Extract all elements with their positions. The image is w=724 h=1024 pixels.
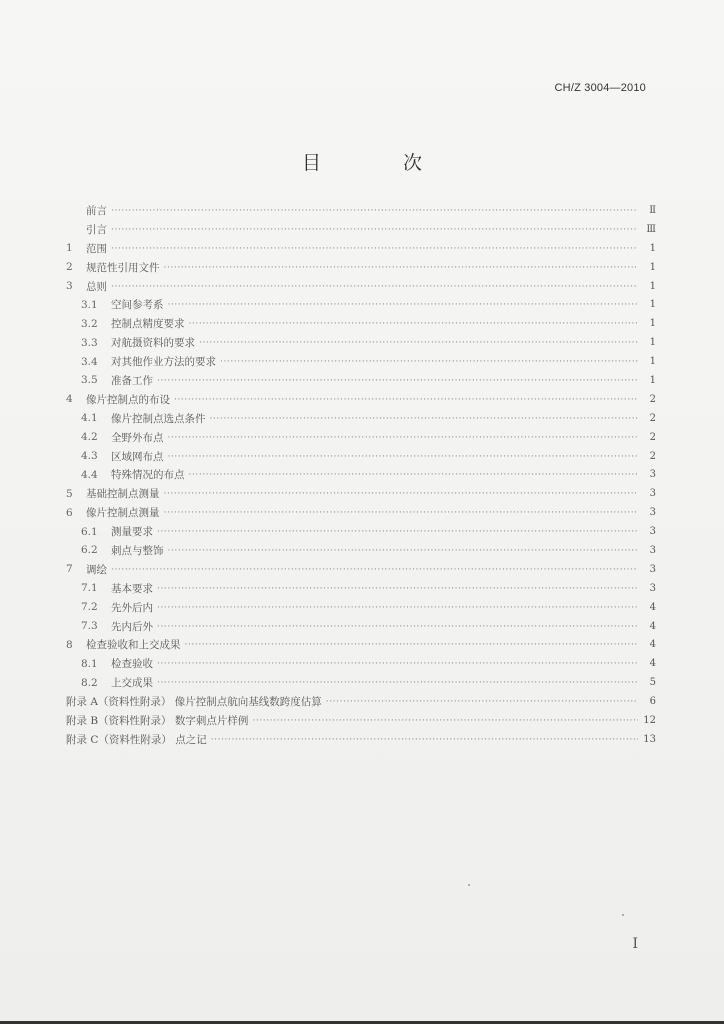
toc-entry (66, 409, 656, 428)
toc-entry-number: 3.5 (81, 374, 98, 387)
toc-entry-page: 13 (643, 733, 656, 745)
toc-entry-number: 4.2 (81, 431, 98, 444)
toc-entry-title: 测量要求 (111, 526, 153, 539)
toc-entry-number: 6.1 (81, 525, 98, 538)
toc-entry-title: 对航摄资料的要求 (111, 337, 195, 350)
toc-dot-leader (326, 698, 638, 707)
toc-entry-page: 3 (649, 507, 656, 519)
toc-entry-title: 先内后外 (111, 620, 153, 633)
toc-dot-leader (168, 547, 639, 556)
toc-entry (66, 484, 656, 503)
toc-entry (66, 560, 656, 579)
toc-entry-number: 4.4 (81, 468, 98, 481)
toc-entry (66, 314, 656, 333)
toc-entry-title: 像片控制点的布设 (86, 393, 170, 406)
toc-dot-leader (157, 679, 638, 688)
toc-entry-title: 引言 (86, 223, 107, 236)
toc-entry (66, 711, 656, 730)
toc-entry (66, 239, 656, 258)
toc-entry-number: 7.1 (81, 582, 98, 595)
toc-entry-title: 检查验收 (111, 658, 153, 671)
toc-dot-leader (111, 226, 638, 235)
toc-entry-title: 空间参考系 (111, 299, 164, 312)
toc-entry (66, 390, 656, 409)
toc-entry-number: 1 (66, 242, 73, 255)
toc-entry-number: 4.1 (81, 412, 98, 425)
page-number: I (632, 936, 638, 952)
toc-entry (66, 258, 656, 277)
toc-entry-number: 8.2 (81, 676, 98, 689)
toc-entry-title: 刺点与整饰 (111, 544, 164, 557)
toc-dot-leader (189, 471, 639, 480)
toc-entry-page: 1 (649, 318, 656, 330)
toc-entry-title: 准备工作 (111, 374, 153, 387)
toc-entry-number: 4.3 (81, 450, 98, 463)
toc-entry-number: 3.2 (81, 317, 98, 330)
toc-dot-leader (157, 604, 638, 613)
toc-dot-leader (157, 377, 638, 386)
toc-entry-page: Ⅱ (649, 204, 656, 216)
toc-entry (66, 635, 656, 654)
toc-entry (66, 295, 656, 314)
toc-entry-page: 1 (649, 299, 656, 311)
standard-code: CH/Z 3004—2010 (554, 82, 646, 94)
toc-entry-title: 区域网布点 (111, 450, 164, 463)
toc-entry-page: 2 (649, 393, 656, 405)
toc-entry-number: 4 (66, 393, 73, 406)
toc-entry-page: 5 (649, 677, 656, 689)
toc-entry-page: 6 (649, 696, 656, 708)
toc-entry-title: 全野外布点 (111, 431, 164, 444)
toc-entry-title: 前言 (86, 204, 107, 217)
toc-entry (66, 654, 656, 673)
toc-entry (66, 352, 656, 371)
toc-entry-number: 7.3 (81, 620, 98, 633)
toc-entry-page: 1 (649, 261, 656, 273)
toc-entry (66, 277, 656, 296)
toc-entry-number: 2 (66, 261, 73, 274)
toc-entry-number: 3.1 (81, 298, 98, 311)
toc-entry (66, 201, 656, 220)
toc-entry-page: 1 (649, 374, 656, 386)
toc-entry-number: 5 (66, 487, 73, 500)
toc-dot-leader (252, 717, 638, 726)
toc-entry-title: 总则 (86, 280, 107, 293)
toc-entry-page: 2 (649, 412, 656, 424)
toc-entry-number: 7 (66, 563, 73, 576)
toc-entry (66, 465, 656, 484)
toc-entry-number: 3.3 (81, 336, 98, 349)
toc-dot-leader (210, 415, 639, 424)
toc-entry-title: 附录 C（资料性附录） 点之记 (66, 733, 207, 746)
toc-entry (66, 333, 656, 352)
scan-speck (622, 914, 624, 916)
toc-dot-leader (111, 283, 638, 292)
toc-dot-leader (111, 245, 638, 254)
toc-entry (66, 371, 656, 390)
toc-dot-leader (111, 566, 638, 575)
toc-entry-page: 2 (649, 450, 656, 462)
toc-entry-number: 3 (66, 280, 73, 292)
toc-dot-leader (168, 434, 639, 443)
toc-entry (66, 220, 656, 239)
toc-entry-page: 1 (649, 280, 656, 292)
page-title: 目 次 (301, 152, 461, 174)
toc-entry-title: 调绘 (86, 563, 107, 576)
toc-entry-page: 3 (649, 582, 656, 594)
toc-entry (66, 522, 656, 541)
toc-dot-leader (185, 641, 639, 650)
toc-entry-title: 特殊情况的布点 (111, 469, 185, 482)
toc-entry-page: 1 (649, 337, 656, 349)
toc-dot-leader (111, 207, 638, 216)
toc-dot-leader (168, 453, 639, 462)
toc-entry (66, 730, 656, 749)
toc-entry-page: 4 (649, 601, 656, 613)
toc-entry-page: 1 (649, 356, 656, 368)
toc-entry-title: 像片控制点测量 (86, 507, 160, 520)
toc-entry-page: 3 (649, 526, 656, 538)
toc-dot-leader (157, 585, 638, 594)
toc-entry-number: 8.1 (81, 657, 98, 670)
toc-entry-number: 6 (66, 506, 73, 519)
toc-entry-title: 控制点精度要求 (111, 318, 185, 331)
toc-entry (66, 428, 656, 447)
toc-entry-title: 对其他作业方法的要求 (111, 356, 216, 369)
toc-dot-leader (164, 490, 639, 499)
toc-entry-title: 附录 A（资料性附录） 像片控制点航向基线数跨度估算 (66, 696, 322, 709)
toc-entry-title: 基本要求 (111, 582, 153, 595)
toc-entry-page: 4 (649, 658, 656, 670)
toc-dot-leader (164, 509, 639, 518)
toc-entry-page: 1 (649, 242, 656, 254)
toc-entry-title: 附录 B（资料性附录） 数字刺点片样例 (66, 714, 249, 727)
toc-entry-title: 像片控制点选点条件 (111, 412, 206, 425)
toc-dot-leader (199, 339, 638, 348)
toc-dot-leader (168, 301, 639, 310)
toc-entry-title: 检查验收和上交成果 (86, 639, 181, 652)
toc-entry-page: 4 (649, 639, 656, 651)
toc-dot-leader (157, 528, 638, 537)
toc-dot-leader (157, 660, 638, 669)
toc-dot-leader (220, 358, 638, 367)
toc-dot-leader (174, 396, 638, 405)
toc-entry-page: 12 (643, 714, 656, 726)
toc-entry-page: 3 (649, 488, 656, 500)
toc-entry-title: 先外后内 (111, 601, 153, 614)
toc-entry-page: Ⅲ (646, 223, 656, 235)
toc-entry (66, 673, 656, 692)
toc-entry-page: 4 (649, 620, 656, 632)
toc-entry-title: 范围 (86, 242, 107, 255)
toc-entry (66, 447, 656, 466)
scan-speck (468, 884, 470, 886)
toc-entry (66, 579, 656, 598)
toc-entry-title: 规范性引用文件 (86, 261, 160, 274)
toc-dot-leader (164, 264, 639, 273)
toc-entry (66, 617, 656, 636)
toc-entry-number: 8 (66, 638, 73, 651)
table-of-contents (66, 201, 656, 749)
toc-entry-page: 3 (649, 563, 656, 575)
toc-entry-title: 基础控制点测量 (86, 488, 160, 501)
toc-entry-page: 3 (649, 544, 656, 556)
toc-entry-number: 6.2 (81, 544, 98, 557)
toc-dot-leader (211, 736, 638, 745)
toc-entry-title: 上交成果 (111, 677, 153, 690)
toc-entry-number: 7.2 (81, 601, 98, 614)
toc-entry-page: 3 (649, 469, 656, 481)
toc-entry-page: 2 (649, 431, 656, 443)
toc-entry (66, 692, 656, 711)
toc-dot-leader (189, 320, 639, 329)
toc-entry (66, 503, 656, 522)
toc-entry (66, 541, 656, 560)
toc-entry (66, 598, 656, 617)
toc-entry-number: 3.4 (81, 355, 98, 368)
toc-dot-leader (157, 623, 638, 632)
